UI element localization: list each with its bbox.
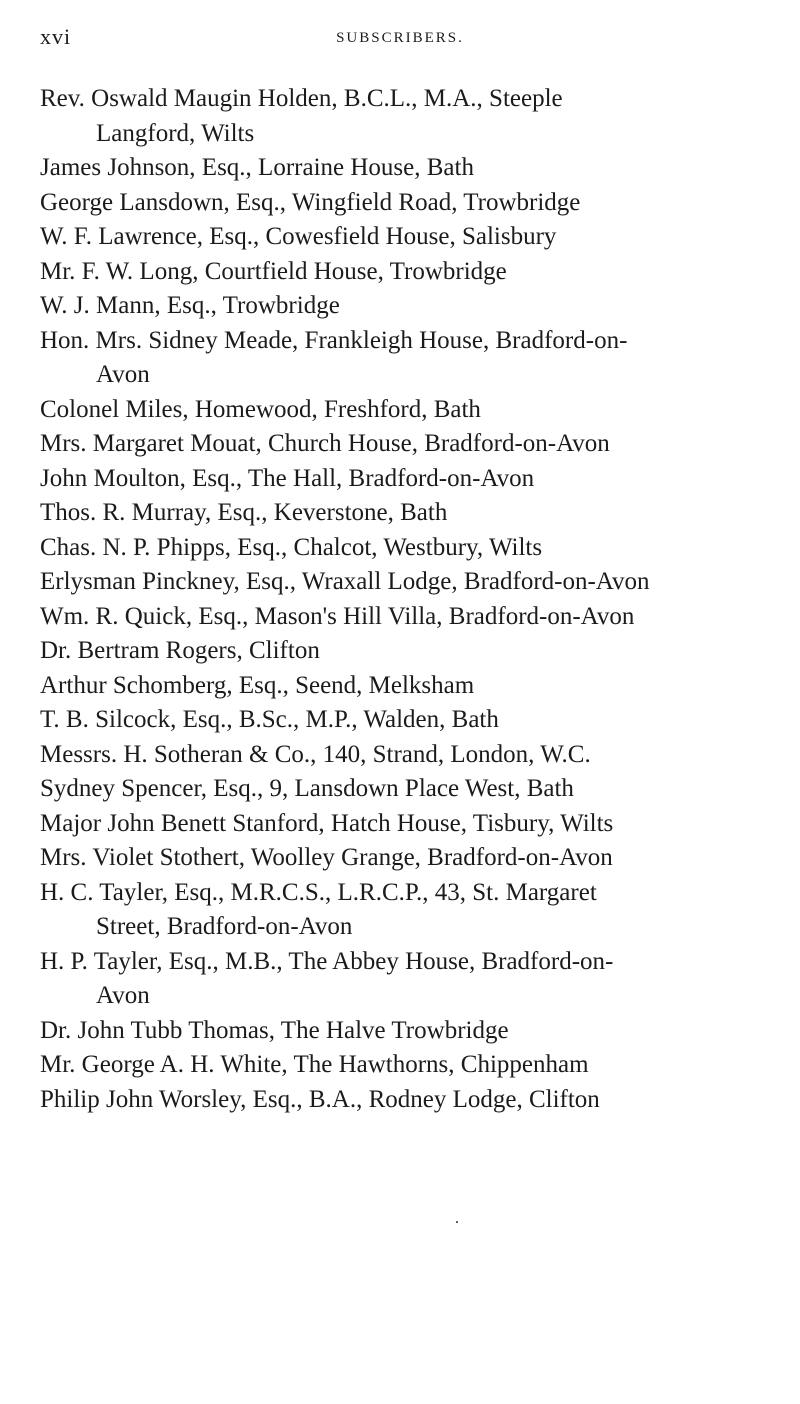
subscriber-list <box>40 82 795 1117</box>
subscriber-entry: W. J. Mann, Esq., Trowbridge <box>40 292 340 319</box>
subscriber-entry: Mr. George A. H. White, The Hawthorns, Chippenham <box>40 1051 589 1078</box>
subscriber-entry: H. P. Tayler, Esq., M.B., The Abbey House, Bradford-on- Avon <box>40 947 614 1009</box>
subscriber-entry: George Lansdown, Esq., Wingfield Road, Trowbridge <box>40 188 581 216</box>
subscriber-entry: Colonel Miles, Homewood, Freshford, Bath <box>40 395 481 423</box>
subscriber-entry: Philip John Worsley, Esq., B.A., Rodney Lodge, Clifton <box>40 1085 600 1113</box>
subscriber-entry: Messrs. H. Sotheran & Co., 140, Strand, London, W.C. <box>40 740 591 768</box>
subscriber-entry: John Moulton, Esq., The Hall, Bradford-on-Avon <box>40 464 535 492</box>
subscriber-entry: Mrs. Margaret Mouat, Church House, Bradford-on-Avon <box>40 430 610 457</box>
running-head: SUBSCRIBERS. <box>336 30 464 46</box>
subscriber-entry: Major John Benett Stanford, Hatch House, Tisbury, Wilts <box>40 809 614 837</box>
subscriber-entry: Erlysman Pinckney, Esq., Wraxall Lodge, Bradford-on-Avon <box>40 568 650 595</box>
subscriber-entry: Dr. Bertram Rogers, Clifton <box>40 637 320 664</box>
subscriber-entry: Chas. N. P. Phipps, Esq., Chalcot, Westbury, Wilts <box>40 533 543 561</box>
page-mark: . <box>455 1210 459 1227</box>
subscriber-entry: Arthur Schomberg, Esq., Seend, Melksham <box>40 671 475 699</box>
subscriber-entry: Mr. F. W. Long, Courtfield House, Trowbridge <box>40 257 507 285</box>
subscriber-entry: Thos. R. Murray, Esq., Keverstone, Bath <box>40 499 448 526</box>
subscriber-entry: W. F. Lawrence, Esq., Cowesfield House, Salisbury <box>40 223 557 250</box>
subscriber-entry: Hon. Mrs. Sidney Meade, Frankleigh House, Bradford-on- Avon <box>40 326 628 388</box>
subscriber-entry: H. C. Tayler, Esq., M.R.C.S., L.R.C.P., 43, St. Margaret Street, Bradford-on-Avon <box>40 878 597 940</box>
subscriber-entry: Mrs. Violet Stothert, Woolley Grange, Bradford-on-Avon <box>40 844 613 871</box>
page-number: xvi <box>40 24 72 49</box>
subscriber-entry: Wm. R. Quick, Esq., Mason's Hill Villa, Bradford-on-Avon <box>40 602 635 630</box>
subscriber-entry: T. B. Silcock, Esq., B.Sc., M.P., Walden, Bath <box>40 706 499 733</box>
subscriber-entry: Sydney Spencer, Esq., 9, Lansdown Place West, Bath <box>40 775 574 802</box>
subscriber-entry: James Johnson, Esq., Lorraine House, Bath <box>40 154 474 181</box>
subscriber-entry: Dr. John Tubb Thomas, The Halve Trowbridge <box>40 1016 509 1044</box>
subscriber-entry: Rev. Oswald Maugin Holden, B.C.L., M.A., Steeple Langford, Wilts <box>40 85 563 147</box>
